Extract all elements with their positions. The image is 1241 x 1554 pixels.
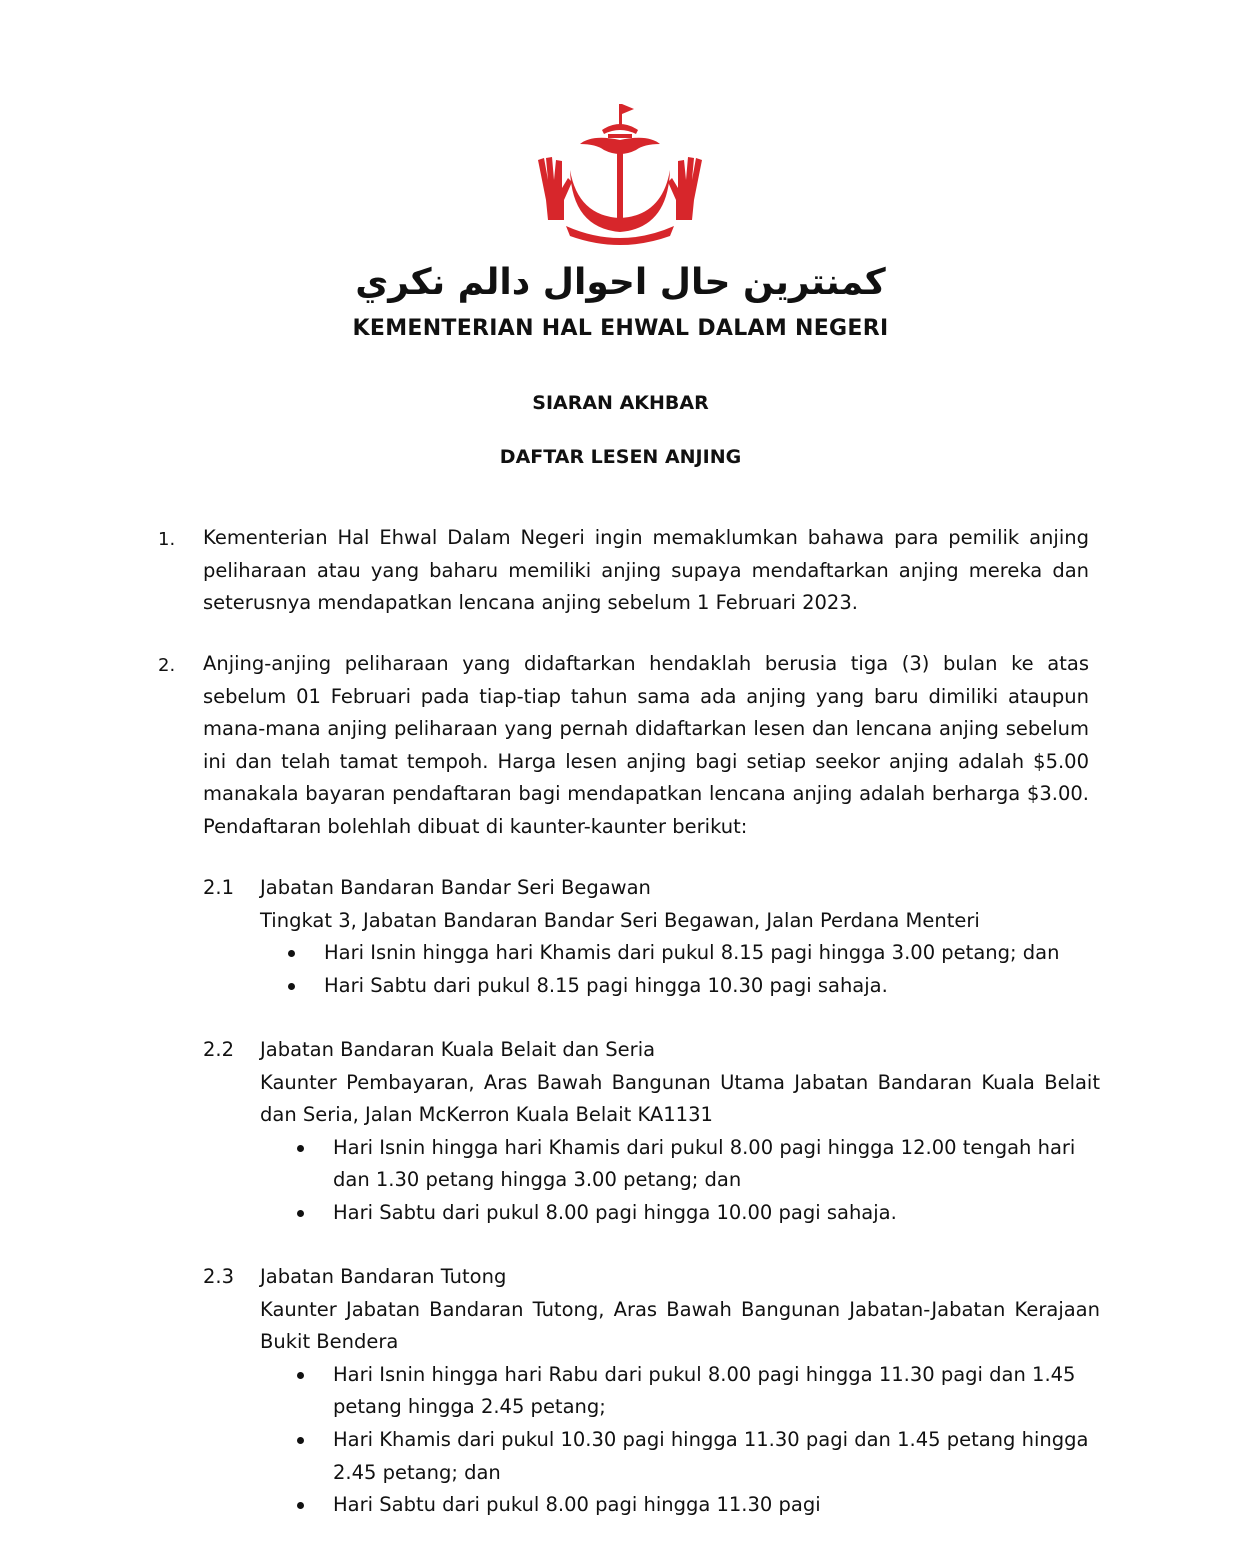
section-title: Jabatan Bandaran Kuala Belait dan Seria: [260, 1038, 656, 1061]
bullet-icon: [288, 983, 295, 990]
list-item: Hari Sabtu dari pukul 8.00 pagi hingga 10.00 pagi sahaja.: [260, 1197, 1100, 1230]
hours-list: [260, 937, 1100, 1002]
hours-list: [260, 1359, 1100, 1522]
paragraph-number: 2.: [158, 655, 176, 676]
jawi-title: كمنترين حال احوال دالم نكري: [355, 262, 886, 303]
list-item: Hari Isnin hingga hari Rabu dari pukul 8.00 pagi hingga 11.30 pagi dan 1.45 petang hingga 2.45 petang;: [260, 1359, 1100, 1424]
section-title: Jabatan Bandaran Bandar Seri Begawan: [260, 876, 651, 899]
bullet-icon: [288, 950, 295, 957]
section-address: Kaunter Pembayaran, Aras Bawah Bangunan Utama Jabatan Bandaran Kuala Belait dan Seria, Jalan McKerron Kuala Belait KA1131: [260, 1070, 1100, 1127]
bullet-icon: [297, 1210, 304, 1217]
brunei-crest-icon: [530, 100, 710, 250]
paragraph-text: Anjing-anjing peliharaan yang didaftarkan hendaklah berusia tiga (3) bulan ke atas sebelum 01 Februari pada tiap-tiap tahun sama ada anjing yang baru dimiliki ataupun mana-mana anjing peliharaan yang pernah didaftarkan lesen dan lencana anjing sebelum ini dan telah tamat tempoh. Harga lesen anjing bagi setiap seekor anjing adalah $5.00 manakala bayaran pendaftaran bagi mendapatkan lencana anjing adalah berharga $3.00. Pendaftaran bolehlah dibuat di kaunter-kaunter berikut:: [203, 652, 1089, 838]
bullet-icon: [297, 1502, 304, 1509]
press-release-label: SIARAN AKHBAR: [532, 392, 709, 414]
section-address: Kaunter Jabatan Bandaran Tutong, Aras Bawah Bangunan Jabatan-Jabatan Kerajaan Bukit Bendera: [260, 1297, 1100, 1354]
section-title: Jabatan Bandaran Tutong: [260, 1265, 507, 1288]
bullet-icon: [297, 1372, 304, 1379]
section-number: 2.1: [203, 876, 235, 899]
list-item: Hari Sabtu dari pukul 8.00 pagi hingga 11.30 pagi: [260, 1489, 1100, 1522]
bullet-icon: [297, 1145, 304, 1152]
section-block: [260, 872, 1100, 1002]
paragraph-number: 1.: [158, 529, 176, 550]
section-block: [260, 1261, 1100, 1522]
subject-title: DAFTAR LESEN ANJING: [499, 446, 742, 468]
list-item: Hari Sabtu dari pukul 8.15 pagi hingga 10.30 pagi sahaja.: [260, 970, 1100, 1003]
section-address: Tingkat 3, Jabatan Bandaran Bandar Seri Begawan, Jalan Perdana Menteri: [260, 908, 980, 932]
list-item: Hari Isnin hingga hari Khamis dari pukul 8.00 pagi hingga 12.00 tengah hari dan 1.30 petang hingga 3.00 petang; dan: [260, 1132, 1100, 1197]
section-number: 2.2: [203, 1038, 235, 1061]
paragraph-text: Kementerian Hal Ehwal Dalam Negeri ingin memaklumkan bahawa para pemilik anjing peliharaan atau yang baharu memiliki anjing supaya mendaftarkan anjing mereka dan seterusnya mendapatkan lencana anjing sebelum 1 Februari 2023.: [203, 526, 1089, 615]
hours-list: [260, 1132, 1100, 1230]
section-block: [260, 1034, 1100, 1230]
section-number: 2.3: [203, 1265, 235, 1288]
list-item: Hari Isnin hingga hari Khamis dari pukul 8.15 pagi hingga 3.00 petang; dan: [260, 937, 1100, 970]
ministry-name: KEMENTERIAN HAL EHWAL DALAM NEGERI: [352, 316, 889, 341]
bullet-icon: [297, 1437, 304, 1444]
list-item: Hari Khamis dari pukul 10.30 pagi hingga 11.30 pagi dan 1.45 petang hingga 2.45 petang; dan: [260, 1424, 1100, 1489]
